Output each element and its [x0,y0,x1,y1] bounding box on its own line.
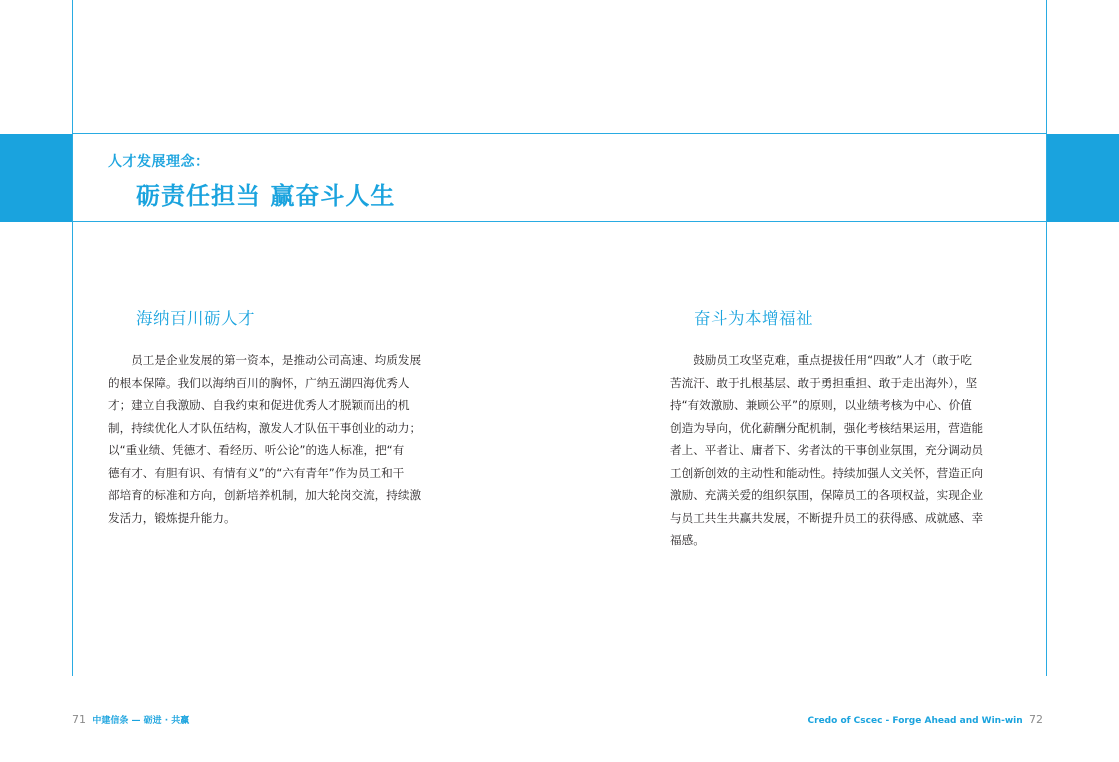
footer-right-text: Credo of Cscec - Forge Ahead and Win-win [807,716,1023,726]
body-line: 工创新创效的主动性和能动性。持续加强人文关怀，营造正向 [670,465,984,480]
left-accent-block [0,134,72,222]
header-band-bottom-rule [72,221,1047,222]
body-line: 与员工共生共赢共发展，不断提升员工的获得感、成就感、幸 [670,510,984,525]
body-line: 福感。 [670,533,705,547]
section-title-right: 奋斗为本增福祉 [694,309,813,328]
left-margin-rule [72,0,73,676]
right-margin-rule [1046,0,1047,676]
section-body-left [108,349,453,529]
header-headline: 砺责任担当 赢奋斗人生 [136,182,396,210]
body-line: 才；建立自我激励、自我约束和促进优秀人才脱颖而出的机 [108,398,410,412]
page-number-left: 71 [72,713,86,726]
body-line: 激励、充满关爱的组织氛围，保障员工的各项权益，实现企业 [670,488,984,502]
header-kicker: 人才发展理念： [108,154,210,170]
body-line: 部培育的标准和方向，创新培养机制，加大轮岗交流，持续激 [108,488,422,502]
header-band-top-rule [72,133,1047,134]
footer-left-text: 中建信条 — 砺进 · 共赢 [92,716,190,726]
body-line: 发活力，锻炼提升能力。 [108,510,236,525]
page-number-right: 72 [1029,713,1043,726]
section-title-left: 海纳百川砺人才 [136,309,255,328]
body-line: 鼓励员工攻坚克难，重点提拔任用“四敢”人才（敢于吃 [670,353,972,367]
footer-left [72,713,189,726]
body-line: 以“重业绩、凭德才、看经历、听公论”的选人标准，把“有 [108,443,405,457]
section-body-right [670,349,1015,552]
body-line: 员工是企业发展的第一资本，是推动公司高速、均质发展 [108,353,422,367]
body-line: 持“有效激励、兼顾公平”的原则，以业绩考核为中心、价值 [670,398,972,412]
footer-right [808,713,1043,726]
body-line: 者上、平者让、庸者下、劣者汰的干事创业氛围，充分调动员 [670,443,984,457]
body-line: 苦流汗、敢于扎根基层、敢于勇担重担、敢于走出海外），坚 [670,375,978,390]
body-line: 的根本保障。我们以海纳百川的胸怀，广纳五湖四海优秀人 [108,375,410,390]
body-line: 德有才、有胆有识、有情有义”的“六有青年”作为员工和干 [108,465,405,480]
right-accent-block [1047,134,1119,222]
body-line: 制，持续优化人才队伍结构，激发人才队伍干事创业的动力； [108,420,422,435]
body-line: 创造为导向，优化薪酬分配机制，强化考核结果运用，营造能 [670,420,984,435]
